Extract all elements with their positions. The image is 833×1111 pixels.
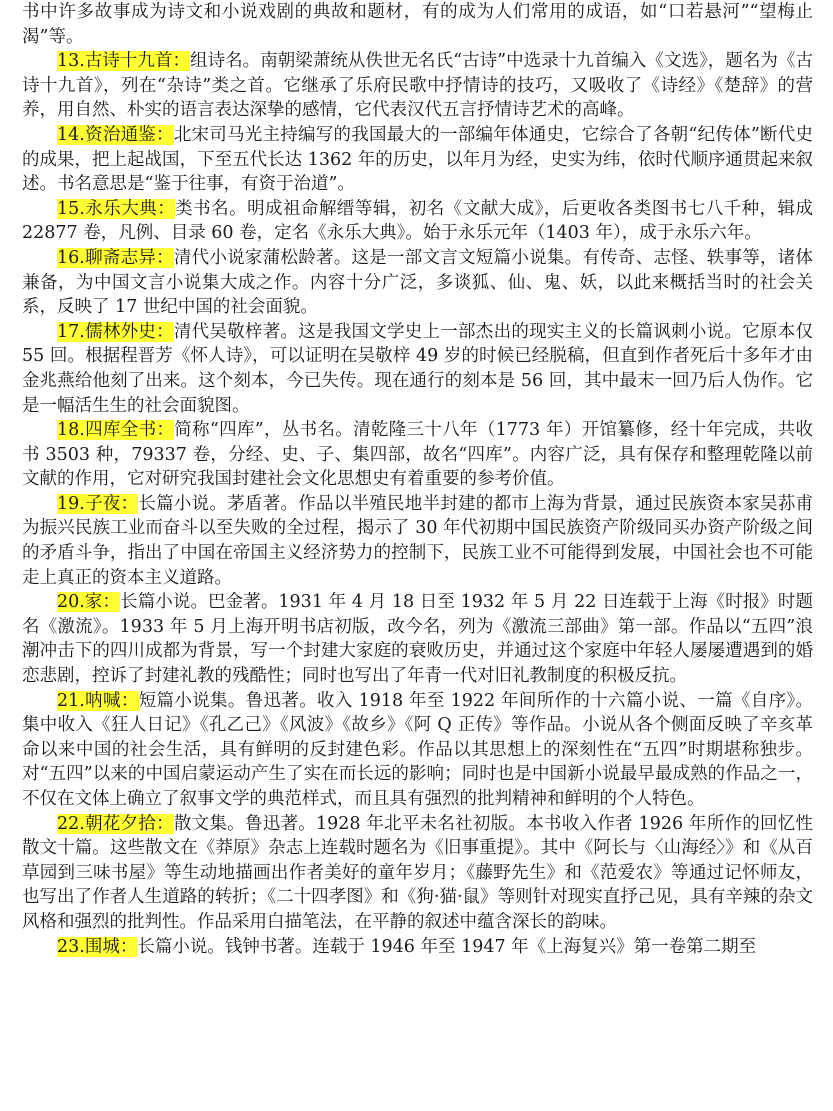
entry-term: 21.呐喊： [57, 690, 139, 711]
entry-23 [0, 935, 833, 960]
entry-16 [0, 246, 833, 320]
entry-term: 15.永乐大典： [57, 198, 176, 219]
entry-14 [0, 123, 833, 197]
intro-paragraph: 书中许多故事成为诗文和小说戏剧的典故和题材，有的成为人们常用的成语，如“口若悬河”“望梅止渴”等。 [22, 2, 813, 47]
entry-text: 北宋司马光主持编写的我国最大的一部编年体通史，它综合了各朝“纪传体”断代史的成果，把上起战国，下至五代长达 1362 年的历史，以年月为经，史实为纬，依时代顺序通贯起来叙述。书名意思是“鉴于往事，有资于治道”。 [22, 124, 814, 195]
entry-text: 长篇小说。巴金著。1931 年 4 月 18 日至 1932 年 5 月 22 日连载于上海《时报》时题名《激流》。1933 年 5 月上海开明书店初版，改今名，列为《激流三部曲》第一部。作品以“五四”浪潮冲击下的四川成都为背景，写一个封建大家庭的衰败历史，并通过这个家庭中年轻人屡屡遭遇到的婚恋悲剧，控诉了封建礼教的残酷性；同时也写出了年青一代对旧礼教制度的积极反抗。 [22, 592, 813, 687]
entry-15 [0, 197, 833, 246]
entry-18 [0, 418, 833, 492]
entry-term: 13.古诗十九首： [57, 51, 191, 72]
entry-text: 长篇小说。茅盾著。作品以半殖民地半封建的都市上海为背景，通过民族资本家吴荪甫为振兴民族工业而奋斗以至失败的全过程，揭示了 30 年代初期中国民族资产阶级同买办资产阶级之间的矛盾斗争，指出了中国在帝国主义经济势力的控制下，民族工业不可能得到发展，中国社会也不可能走上真正的资本主义道路。 [22, 493, 813, 588]
entry-20 [0, 590, 833, 688]
entry-term: 22.朝花夕拾： [57, 813, 174, 834]
entry-term: 16.聊斋志异： [57, 247, 174, 268]
entry-text: 清代小说家蒲松龄著。这是一部文言文短篇小说集。有传奇、志怪、轶事等，诸体兼备，为中国文言小说集大成之作。内容十分广泛，多谈狐、仙、鬼、妖，以此来概括当时的社会关系，反映了 17 世纪中国的社会面貌。 [22, 247, 813, 318]
entry-term: 20.家： [57, 592, 121, 613]
entry-17 [0, 320, 833, 418]
entry-text: 类书名。明成祖命解缙等辑，初名《文献大成》，后更收各类图书七八千种，辑成 22877 卷，凡例、目录 60 卷，定名《永乐大典》。始于永乐元年（1403 年），成于永乐六年。 [22, 198, 813, 244]
entry-term: 19.子夜： [57, 493, 139, 514]
entry-term: 23.围城： [57, 936, 138, 957]
entry-21 [0, 689, 833, 812]
entry-text: 散文集。鲁迅著。1928 年北平未名社初版。本书收入作者 1926 年所作的回忆性散文十篇。这些散文在《莽原》杂志上连载时题名为《旧事重提》。其中《阿长与〈山海经〉》和《从百草园到三味书屋》等生动地描画出作者美好的童年岁月；《藤野先生》和《范爱农》等通过记怀师友，也写出了作者人生道路的转折；《二十四孝图》和《狗·猫·鼠》等则针对现实直抒己见，具有辛辣的杂文风格和强烈的批判性。作品采用白描笔法，在平静的叙述中蕴含深长的韵味。 [22, 813, 813, 932]
entry-text: 简称“四库”，丛书名。清乾隆三十八年（1773 年）开馆纂修，经十年完成，共收书 3503 种，79337 卷，分经、史、子、集四部，故名“四库”。内容广泛，具有保存和整理乾隆以前文献的作用，它对研究我国封建社会文化思想史有着重要的参考价值。 [22, 420, 813, 490]
entry-text: 组诗名。南朝梁萧统从佚世无名氏“古诗”中选录十九首编入《文选》，题名为《古诗十九首》，列在“杂诗”类之首。它继承了乐府民歌中抒情诗的技巧，又吸收了《诗经》《楚辞》的营养，用自然、朴实的语言表达深挚的感情，它代表汉代五言抒情诗艺术的高峰。 [22, 51, 813, 121]
entry-13 [0, 49, 833, 123]
entry-text: 短篇小说集。鲁迅著。收入 1918 年至 1922 年间所作的十六篇小说、一篇《自序》。集中收入《狂人日记》《孔乙己》《风波》《故乡》《阿 Q 正传》等作品。小说从各个侧面反映了辛亥革命以来中国的社会生活，具有鲜明的反封建色彩。作品以其思想上的深刻性在“五四”时期堪称独步。对“五四”以来的中国启蒙运动产生了实在而长远的影响；同时也是中国新小说最早最成熟的作品之一，不仅在文体上确立了叙事文学的典范样式，而且具有强烈的批判精神和鲜明的个人特色。 [22, 690, 813, 809]
entry-term: 18.四库全书： [57, 420, 175, 441]
entry-19 [0, 492, 833, 590]
entry-text: 长篇小说。钱钟书著。连载于 1946 年至 1947 年《上海复兴》第一卷第二期至 [137, 936, 757, 957]
entry-22 [0, 812, 833, 935]
entry-term: 14.资治通鉴： [57, 124, 174, 145]
entry-term: 17.儒林外史： [57, 321, 174, 342]
entry-text: 清代吴敬梓著。这是我国文学史上一部杰出的现实主义的长篇讽刺小说。它原本仅 55 回。根据程晋芳《怀人诗》，可以证明在吴敬梓 49 岁的时候已经脱稿，但直到作者死后十多年才由金兆燕给他刻了出来。这个刻本，今已失传。现在通行的刻本是 56 回，其中最末一回乃后人伪作。它是一幅活生生的社会面貌图。 [22, 321, 813, 416]
